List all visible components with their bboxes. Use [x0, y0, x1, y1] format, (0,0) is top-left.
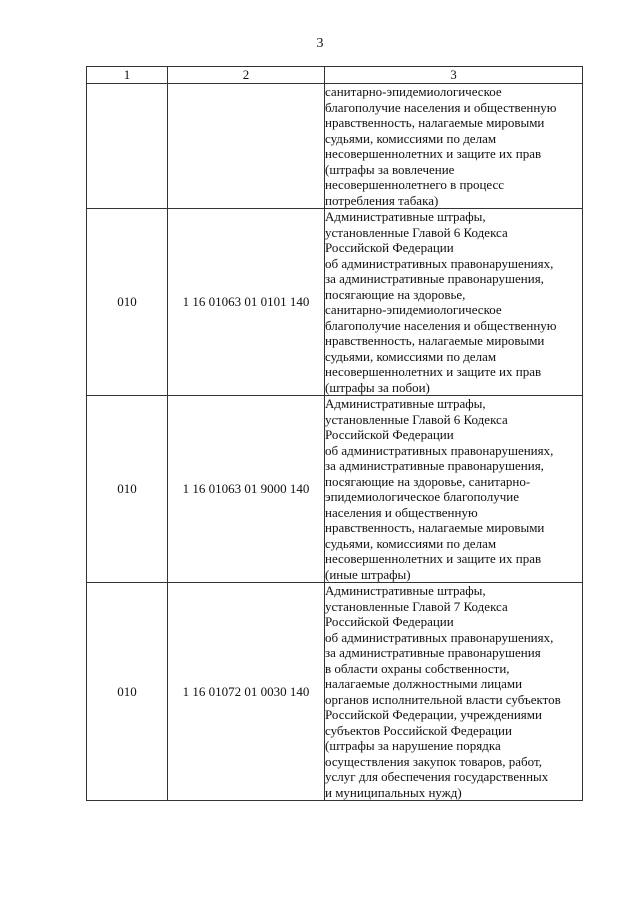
description-line: (штрафы за вовлечение [325, 161, 455, 177]
description-line: об административных правонарушениях, [325, 442, 554, 458]
description-line: и муниципальных нужд) [325, 784, 462, 800]
column-header-3: 3 [325, 67, 583, 84]
description-line: установленные Главой 6 Кодекса [325, 411, 508, 427]
description-line: об административных правонарушениях, [325, 255, 554, 271]
description-line: Административные штрафы, [325, 396, 486, 411]
description-line: в области охраны собственности, [325, 660, 510, 676]
description-line: за административные правонарушения, [325, 458, 544, 473]
description-line: установленные Главой 6 Кодекса [325, 224, 508, 240]
table-row [87, 583, 583, 801]
budget-code-cell: 1 16 01063 01 0101 140 [168, 209, 325, 396]
table-body [87, 84, 583, 801]
description-cell [325, 396, 583, 583]
document-table [86, 66, 583, 801]
description-cell [325, 84, 583, 209]
budget-code-cell [168, 84, 325, 209]
description-line: услуг для обеспечения государственных [325, 769, 549, 784]
description-line: несовершеннолетних и защите их прав [325, 551, 542, 566]
table-row [87, 84, 583, 209]
column-header-2: 2 [168, 67, 325, 84]
description-cell [325, 583, 583, 801]
column-header-1: 1 [87, 67, 168, 84]
description-line: нравственность, налагаемые мировыми [325, 520, 545, 535]
description-line: посягающие на здоровье, санитарно- [325, 473, 531, 489]
table-row [87, 396, 583, 583]
description-line: нравственность, налагаемые мировыми [325, 333, 545, 348]
description-line: судьями, комиссиями по делам [325, 130, 497, 146]
description-line: об административных правонарушениях, [325, 629, 554, 645]
page-number: 3 [316, 36, 324, 51]
description-line: Административные штрафы, [325, 209, 486, 224]
description-line: Административные штрафы, [325, 583, 486, 598]
description-line: санитарно-эпидемиологическое [325, 302, 502, 317]
description-line: несовершеннолетних и защите их прав [325, 364, 542, 379]
description-line: Российской Федерации [325, 240, 454, 255]
description-line: за административные правонарушения, [325, 271, 544, 286]
description-line: несовершеннолетнего в процесс [325, 177, 505, 192]
description-line: установленные Главой 7 Кодекса [325, 598, 508, 614]
description-line: Российской Федерации, учреждениями [325, 707, 542, 722]
description-line: субъектов Российской Федерации [325, 722, 512, 738]
description-line: налагаемые должностными лицами [325, 676, 523, 691]
description-line: посягающие на здоровье, [325, 286, 466, 302]
description-line: органов исполнительной власти субъектов [325, 691, 561, 707]
description-line: Российской Федерации [325, 427, 454, 442]
description-line: благополучие населения и общественную [325, 99, 557, 115]
admin-code-cell: 010 [87, 583, 168, 801]
description-line: несовершеннолетних и защите их прав [325, 146, 542, 161]
description-line: санитарно-эпидемиологическое [325, 84, 502, 99]
description-line: нравственность, налагаемые мировыми [325, 115, 545, 130]
description-line: Российской Федерации [325, 614, 454, 629]
description-cell [325, 209, 583, 396]
budget-code-cell: 1 16 01072 01 0030 140 [168, 583, 325, 801]
admin-code-cell: 010 [87, 396, 168, 583]
description-line: (штрафы за побои) [325, 379, 430, 395]
description-line: эпидемиологическое благополучие [325, 489, 519, 504]
description-line: благополучие населения и общественную [325, 317, 557, 333]
description-line: населения и общественную [325, 504, 478, 520]
description-line: (иные штрафы) [325, 566, 411, 582]
description-line: (штрафы за нарушение порядка [325, 738, 501, 753]
admin-code-cell: 010 [87, 209, 168, 396]
table-header-row [87, 67, 583, 84]
budget-code-cell: 1 16 01063 01 9000 140 [168, 396, 325, 583]
description-line: осуществления закупок товаров, работ, [325, 753, 542, 769]
description-line: судьями, комиссиями по делам [325, 535, 497, 551]
table-row [87, 209, 583, 396]
description-line: за административные правонарушения [325, 645, 541, 660]
admin-code-cell [87, 84, 168, 209]
description-line: судьями, комиссиями по делам [325, 348, 497, 364]
description-line: потребления табака) [325, 192, 439, 208]
